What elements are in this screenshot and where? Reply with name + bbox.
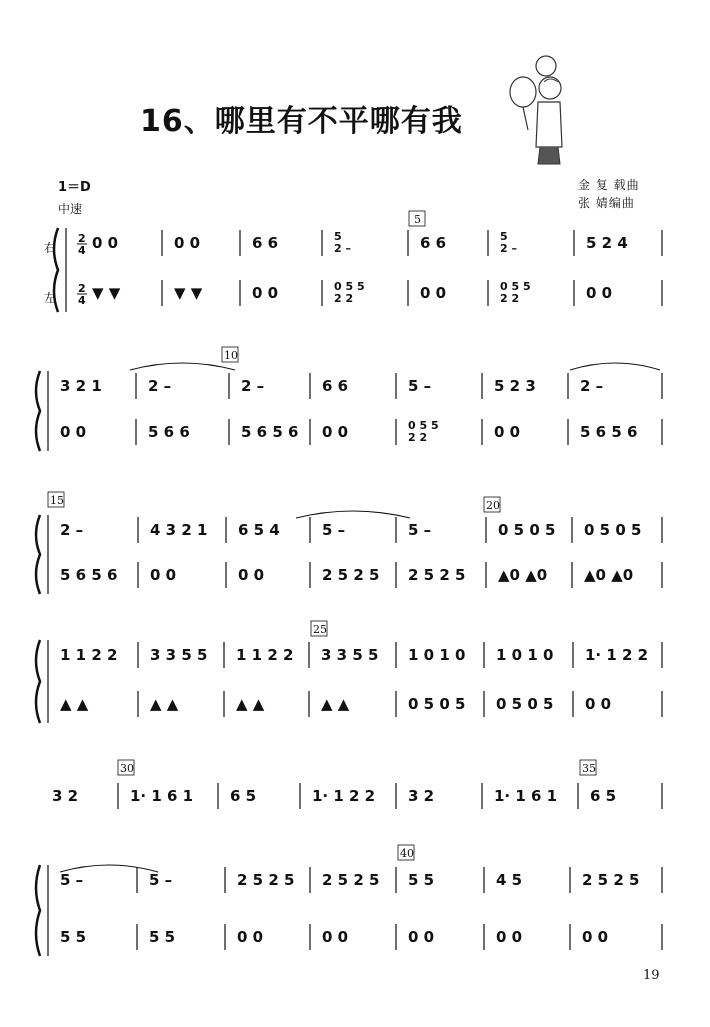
rh-notes: 0 5 0 5 xyxy=(584,521,642,539)
key-signature: 1＝D xyxy=(58,180,91,195)
rh-notes: 6 6 xyxy=(252,234,279,252)
measure-number: 25 xyxy=(313,623,327,636)
measure-number: 30 xyxy=(120,762,134,775)
rh-notes: 1· 1 6 1 xyxy=(494,787,558,805)
time-signature-top: 2 xyxy=(78,232,86,245)
rh-notes: 3 2 xyxy=(52,787,79,805)
slur xyxy=(570,363,660,370)
lh-notes: ▲ ▲ xyxy=(60,695,89,713)
time-signature-bottom: 4 xyxy=(78,244,86,257)
lh-notes: 5 5 xyxy=(149,928,176,946)
rh-notes: 0 0 xyxy=(174,234,201,252)
lh-notes: 0 0 xyxy=(585,695,612,713)
lh-notes: ▲ ▲ xyxy=(150,695,179,713)
lh-notes: 0 0 xyxy=(408,928,435,946)
lh-notes: 5 5 xyxy=(60,928,87,946)
measure-number: 10 xyxy=(224,349,238,362)
rh-notes: 2 – xyxy=(500,242,517,255)
lh-notes: 0 0 xyxy=(252,284,279,302)
right-hand-label: 右 xyxy=(44,241,57,255)
rh-notes: 3 2 xyxy=(408,787,435,805)
measure-number: 35 xyxy=(582,762,596,775)
lh-notes: 0 0 xyxy=(238,566,265,584)
left-hand-label: 左 xyxy=(44,291,57,305)
lh-upper-notes: 0 5 5 xyxy=(500,280,531,293)
rh-notes: 2 – xyxy=(148,377,172,395)
slur xyxy=(296,511,410,518)
rh-notes: 4 5 xyxy=(496,871,523,889)
lh-notes: 5 6 5 6 xyxy=(241,423,299,441)
song-title: 16、哪里有不平哪有我 xyxy=(140,104,463,139)
lh-notes: 2 2 xyxy=(334,292,354,305)
rh-notes: 1 1 2 2 xyxy=(60,646,118,664)
lh-upper-notes: 0 5 5 xyxy=(334,280,365,293)
rh-notes: 5 – xyxy=(322,521,346,539)
rh-notes: 1· 1 6 1 xyxy=(130,787,194,805)
lh-notes: 2 2 xyxy=(408,431,428,444)
measure-number: 5 xyxy=(414,213,421,226)
composer-credit: 金 复 载曲 xyxy=(578,178,640,192)
rh-notes: 5 – xyxy=(408,377,432,395)
rh-notes: 3 3 5 5 xyxy=(321,646,379,664)
system-brace xyxy=(36,865,40,956)
rh-notes: 0 5 0 5 xyxy=(498,521,556,539)
rh-notes: 6 5 xyxy=(590,787,617,805)
system-brace xyxy=(36,640,40,723)
lh-notes: ▲0 ▲0 xyxy=(584,566,634,584)
lh-notes: ▼ ▼ xyxy=(174,284,203,302)
lh-notes: 0 0 xyxy=(150,566,177,584)
rh-notes: 5 – xyxy=(60,871,84,889)
lh-notes: ▲ ▲ xyxy=(236,695,265,713)
lh-notes: 0 0 xyxy=(420,284,447,302)
time-signature-top: 2 xyxy=(78,282,86,295)
lh-notes: 2 2 xyxy=(500,292,520,305)
page-number: 19 xyxy=(643,968,660,983)
lh-notes: 2 5 2 5 xyxy=(322,566,380,584)
arranger-credit: 张 婧编曲 xyxy=(578,196,635,210)
measure-number: 20 xyxy=(486,499,500,512)
rh-notes: 5 2 3 xyxy=(494,377,536,395)
lh-notes: ▲0 ▲0 xyxy=(498,566,548,584)
rh-notes: 1 0 1 0 xyxy=(496,646,554,664)
rh-notes: 6 5 4 xyxy=(238,521,280,539)
lh-notes: 0 5 0 5 xyxy=(408,695,466,713)
lh-notes: 0 0 xyxy=(582,928,609,946)
rh-upper-notes: 5 xyxy=(334,230,342,243)
time-signature-bottom: 4 xyxy=(78,294,86,307)
measure-number: 15 xyxy=(50,494,64,507)
lh-notes: 5 6 5 6 xyxy=(580,423,638,441)
rh-upper-notes: 5 xyxy=(500,230,508,243)
rh-notes: 0 0 xyxy=(92,234,119,252)
system-brace xyxy=(36,371,40,451)
lh-notes: 0 0 xyxy=(60,423,87,441)
lh-notes: 0 0 xyxy=(322,423,349,441)
lh-notes: 5 6 5 6 xyxy=(60,566,118,584)
tempo-marking: 中速 xyxy=(58,202,83,216)
slur xyxy=(130,363,235,370)
rh-notes: 5 – xyxy=(408,521,432,539)
rh-notes: 3 2 1 xyxy=(60,377,102,395)
rh-notes: 2 – xyxy=(334,242,351,255)
lh-notes: 0 0 xyxy=(237,928,264,946)
rh-notes: 1 1 2 2 xyxy=(236,646,294,664)
rh-notes: 4 3 2 1 xyxy=(150,521,208,539)
rh-notes: 1· 1 2 2 xyxy=(312,787,376,805)
rh-notes: 5 – xyxy=(149,871,173,889)
rh-notes: 6 6 xyxy=(322,377,349,395)
rh-notes: 2 – xyxy=(241,377,265,395)
rh-notes: 1· 1 2 2 xyxy=(585,646,649,664)
lh-notes: ▲ ▲ xyxy=(321,695,350,713)
lh-notes: 0 0 xyxy=(586,284,613,302)
lh-notes: 0 5 0 5 xyxy=(496,695,554,713)
rh-notes: 1 0 1 0 xyxy=(408,646,466,664)
rh-notes: 5 2 4 xyxy=(586,234,628,252)
measure-number: 40 xyxy=(400,847,414,860)
rh-notes: 2 5 2 5 xyxy=(237,871,295,889)
rh-notes: 2 – xyxy=(60,521,84,539)
lh-notes: 2 5 2 5 xyxy=(408,566,466,584)
rh-notes: 6 6 xyxy=(420,234,447,252)
lh-upper-notes: 0 5 5 xyxy=(408,419,439,432)
rh-notes: 2 – xyxy=(580,377,604,395)
lh-notes: 0 0 xyxy=(494,423,521,441)
system-brace xyxy=(36,515,40,594)
lh-notes: 0 0 xyxy=(496,928,523,946)
rh-notes: 5 5 xyxy=(408,871,435,889)
rh-notes: 2 5 2 5 xyxy=(582,871,640,889)
lh-notes: 0 0 xyxy=(322,928,349,946)
rh-notes: 3 3 5 5 xyxy=(150,646,208,664)
rh-notes: 6 5 xyxy=(230,787,257,805)
lh-notes: ▼ ▼ xyxy=(92,284,121,302)
lh-notes: 5 6 6 xyxy=(148,423,190,441)
rh-notes: 2 5 2 5 xyxy=(322,871,380,889)
